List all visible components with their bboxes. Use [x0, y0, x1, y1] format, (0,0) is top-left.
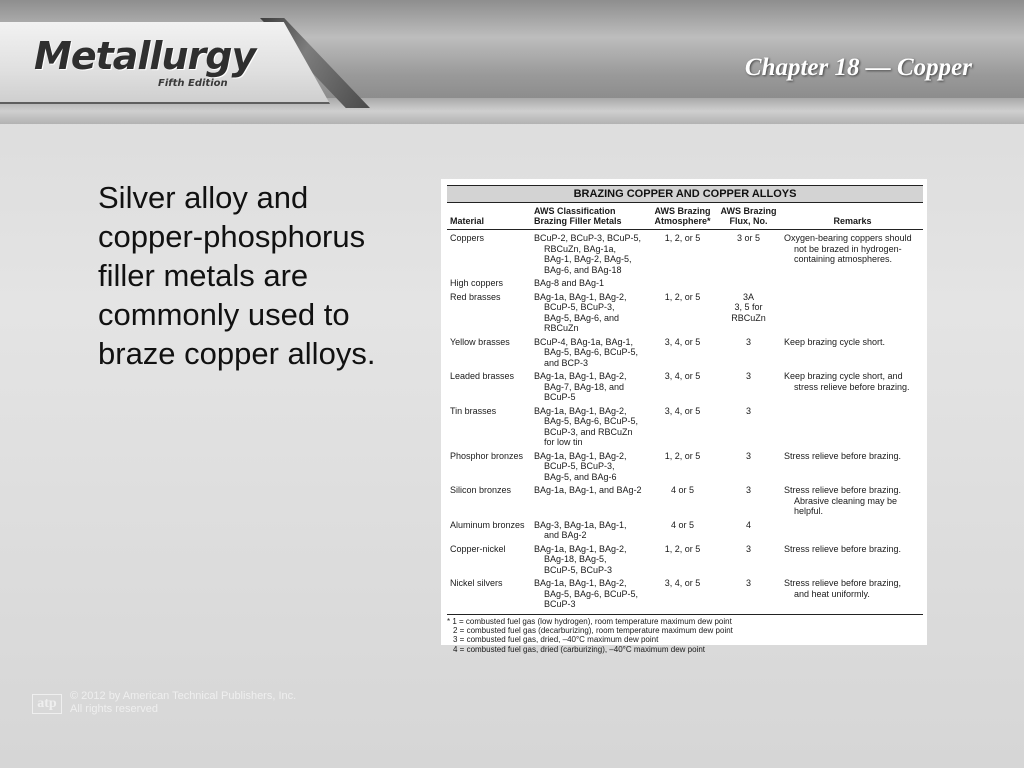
brazing-table-figure	[441, 179, 927, 654]
table-row	[447, 541, 923, 576]
table-row	[447, 482, 923, 517]
cell-material: Tin brasses	[450, 405, 497, 416]
cell-material: Red brasses	[450, 291, 501, 302]
cell-line: 3	[745, 405, 751, 416]
cell-line: BAg-1a, BAg-1, and BAg-2	[534, 485, 642, 495]
cell-remarks	[781, 575, 923, 610]
cell-line: BAg-5, BAg-6, BCuP-5,	[544, 347, 639, 357]
cell-filler-metals	[531, 230, 649, 276]
cell-flux	[715, 541, 781, 576]
cell-atmosphere: 3, 4, or 5	[664, 578, 701, 588]
cell-line: BAg-5, and BAg-6	[544, 471, 617, 482]
cell-material: Silicon bronzes	[450, 485, 512, 495]
cell-line: BAg-1a, BAg-1, BAg-2,	[534, 371, 627, 381]
cell-line: BAg-1a, BAg-1, BAg-2,	[534, 405, 627, 416]
cell-line: containing atmospheres.	[794, 254, 893, 264]
cell-line: BAg-5, BAg-6, BCuP-5,	[544, 416, 639, 426]
cell-line: not be brazed in hydrogen-	[794, 243, 902, 254]
copyright-line: © 2012 by American Technical Publishers, Inc.	[70, 690, 297, 702]
cell-line: BAg-3, BAg-1a, BAg-1,	[534, 519, 627, 530]
cell-line: Oxygen-bearing coppers should	[784, 233, 912, 243]
brazing-table	[447, 203, 923, 610]
cell-line: BCuP-3, and RBCuZn	[544, 426, 633, 437]
cell-atmosphere: 1, 2, or 5	[664, 233, 701, 243]
cell-line: Keep brazing cycle short.	[784, 336, 886, 347]
cell-line: Abrasive cleaning may be	[794, 495, 898, 506]
cell-flux	[715, 275, 781, 289]
cell-flux	[715, 517, 781, 541]
cell-material: Yellow brasses	[450, 336, 510, 347]
cell-line: BCuP-5, BCuP-3	[544, 564, 613, 575]
cell-line: 3	[745, 485, 751, 495]
cell-flux	[715, 230, 781, 276]
table-title: BRAZING COPPER AND COPPER ALLOYS	[447, 185, 923, 203]
cell-atmosphere: 1, 2, or 5	[664, 450, 701, 461]
table-header-row	[447, 203, 923, 230]
cell-atmosphere	[649, 275, 715, 289]
cell-line: Keep brazing cycle short, and	[784, 371, 903, 381]
cell-line: BAg-7, BAg-18, and	[544, 381, 625, 392]
cell-filler-metals	[531, 334, 649, 369]
cell-line: Stress relieve before brazing.	[784, 450, 902, 461]
cell-line: BCuP-5	[544, 392, 576, 402]
cell-line: Stress relieve before brazing.	[784, 543, 902, 554]
table-row	[447, 403, 923, 448]
cell-remarks	[781, 541, 923, 576]
table-row	[447, 275, 923, 289]
column-header-flux: AWS Brazing Flux, No.	[715, 203, 781, 230]
table-row	[447, 517, 923, 541]
cell-line: and BCP-3	[544, 357, 589, 368]
table-row	[447, 334, 923, 369]
cell-remarks	[781, 334, 923, 369]
column-header-remarks: Remarks	[781, 203, 923, 230]
cell-line: 3	[745, 371, 751, 381]
cell-atmosphere: 4 or 5	[670, 485, 694, 495]
cell-flux	[715, 575, 781, 610]
cell-flux	[715, 334, 781, 369]
cell-line: BAg-18, BAg-5,	[544, 554, 607, 564]
cell-material: High coppers	[450, 278, 504, 288]
cell-line: BCuP-5, BCuP-3,	[544, 302, 615, 312]
cell-material: Coppers	[450, 233, 485, 243]
cell-line: BAg-5, BAg-6, and	[544, 312, 620, 323]
cell-line: BCuP-2, BCuP-3, BCuP-5,	[534, 233, 642, 243]
cell-line: BCuP-4, BAg-1a, BAg-1,	[534, 336, 634, 347]
column-header-material: Material	[447, 203, 531, 230]
cell-filler-metals	[531, 517, 649, 541]
cell-line: stress relieve before brazing.	[794, 381, 910, 392]
cell-remarks	[781, 482, 923, 517]
cell-line: RBCuZn, BAg-1a,	[544, 243, 617, 254]
table-footnotes	[447, 614, 923, 655]
body-line: commonly used to	[98, 297, 350, 332]
column-header-atmosphere: AWS Brazing Atmosphere*	[649, 203, 715, 230]
cell-line: for low tin	[544, 437, 583, 447]
cell-atmosphere: 3, 4, or 5	[664, 371, 701, 381]
cell-line: RBCuZn	[731, 312, 766, 323]
cell-line: and BAg-2	[544, 530, 587, 540]
cell-line: helpful.	[794, 506, 824, 516]
cell-filler-metals	[531, 482, 649, 517]
cell-line: BAg-1a, BAg-1, BAg-2,	[534, 291, 627, 302]
cell-line: BAg-1a, BAg-1, BAg-2,	[534, 578, 627, 588]
cell-line: BCuP-3	[544, 599, 576, 609]
cell-filler-metals	[531, 289, 649, 334]
table-row	[447, 230, 923, 276]
cell-line: RBCuZn	[544, 323, 579, 333]
footnote: 3 = combusted fuel gas, dried, –40°C maximum dew point	[453, 635, 659, 645]
cell-filler-metals	[531, 275, 649, 289]
copyright-line: All rights reserved	[70, 703, 159, 715]
cell-line: 3, 5 for	[734, 302, 763, 312]
chapter-title: Chapter 18 — Copper	[744, 54, 972, 81]
footnote: 4 = combusted fuel gas, dried (carburizing), –40°C maximum dew point	[453, 644, 705, 654]
cell-flux	[715, 368, 781, 403]
cell-line: 3	[745, 450, 751, 461]
slide-body-text	[98, 178, 428, 373]
cell-line: BAg-1a, BAg-1, BAg-2,	[534, 543, 627, 554]
cell-remarks	[781, 289, 923, 334]
cell-filler-metals	[531, 448, 649, 483]
cell-line: Stress relieve before brazing.	[784, 485, 902, 495]
cell-line: 3A	[742, 291, 754, 302]
cell-line: 3	[745, 336, 751, 347]
slide-header	[0, 0, 1024, 124]
table-row	[447, 575, 923, 610]
publisher-logo: atp	[32, 694, 62, 714]
cell-atmosphere: 4 or 5	[670, 519, 694, 530]
table-row	[447, 368, 923, 403]
column-header-filler-metals: AWS Classification Brazing Filler Metals	[531, 203, 649, 230]
cell-atmosphere: 1, 2, or 5	[664, 291, 701, 302]
cell-flux	[715, 482, 781, 517]
table-row	[447, 289, 923, 334]
cell-material: Nickel silvers	[450, 578, 503, 588]
cell-remarks	[781, 517, 923, 541]
footnote: 2 = combusted fuel gas (decarburizing), room temperature maximum dew point	[453, 625, 733, 635]
cell-flux	[715, 448, 781, 483]
cell-line: and heat uniformly.	[794, 588, 870, 599]
cell-atmosphere: 3, 4, or 5	[664, 405, 701, 416]
cell-line: 3	[745, 578, 751, 588]
cell-atmosphere: 1, 2, or 5	[664, 543, 701, 554]
cell-remarks	[781, 403, 923, 448]
cell-line: BAg-8 and BAg-1	[534, 278, 605, 288]
cell-material: Aluminum bronzes	[450, 519, 525, 530]
cell-remarks	[781, 275, 923, 289]
cell-filler-metals	[531, 403, 649, 448]
cell-atmosphere: 3, 4, or 5	[664, 336, 701, 347]
cell-line: BAg-1, BAg-2, BAg-5,	[544, 254, 632, 264]
book-logo-edition: Fifth Edition	[158, 78, 228, 89]
body-line: Silver alloy and	[98, 180, 309, 215]
cell-material: Leaded brasses	[450, 371, 515, 381]
cell-line: 3	[745, 543, 751, 554]
copyright-text	[70, 690, 296, 716]
table-row	[447, 448, 923, 483]
cell-line: BAg-5, BAg-6, BCuP-5,	[544, 588, 639, 599]
cell-remarks	[781, 448, 923, 483]
cell-line: Stress relieve before brazing,	[784, 578, 902, 588]
cell-remarks	[781, 368, 923, 403]
body-line: copper-phosphorus	[98, 219, 366, 254]
body-line: filler metals are	[98, 258, 309, 293]
table-body	[447, 230, 923, 610]
cell-line: BAg-6, and BAg-18	[544, 264, 622, 275]
cell-material: Phosphor bronzes	[450, 450, 524, 461]
cell-remarks	[781, 230, 923, 276]
cell-material: Copper-nickel	[450, 543, 506, 554]
cell-line: 4	[745, 519, 751, 530]
cell-flux	[715, 403, 781, 448]
cell-flux	[715, 289, 781, 334]
footnote: * 1 = combusted fuel gas (low hydrogen), room temperature maximum dew point	[447, 616, 732, 626]
book-logo-title: Metallurgy	[34, 34, 256, 78]
cell-line: BAg-1a, BAg-1, BAg-2,	[534, 450, 627, 461]
cell-filler-metals	[531, 575, 649, 610]
cell-line: BCuP-5, BCuP-3,	[544, 461, 615, 471]
body-line: braze copper alloys.	[98, 336, 376, 371]
cell-filler-metals	[531, 541, 649, 576]
cell-line: 3 or 5	[736, 233, 760, 243]
cell-filler-metals	[531, 368, 649, 403]
